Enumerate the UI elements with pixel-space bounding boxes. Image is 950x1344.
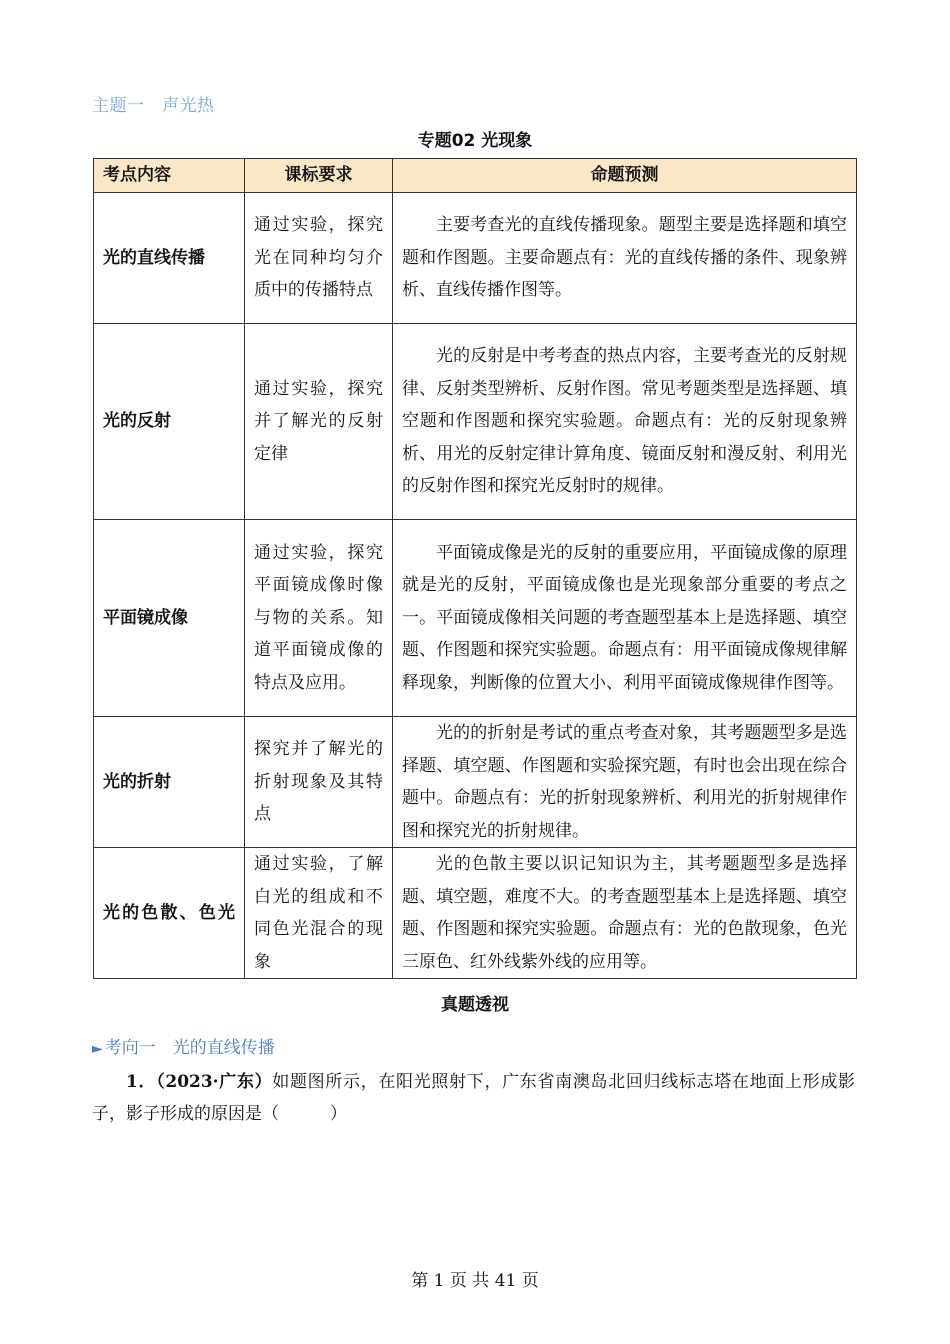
table-row (94, 324, 857, 520)
page-title: 专题02 光现象 (417, 131, 533, 151)
triangle-bullet-icon: ► (92, 1041, 103, 1057)
topic-cell: 光的折射 (94, 717, 245, 848)
page-footer: 第 1 页 共 41 页 (411, 1271, 539, 1291)
table-row (94, 717, 857, 848)
topic-cell: 光的直线传播 (94, 193, 245, 324)
topic-cell: 光的色散、色光 (94, 848, 245, 979)
question-source: （2023·广东） (156, 1072, 273, 1092)
requirement-cell: 探究并了解光的折射现象及其特点 (245, 717, 393, 848)
topic-cell: 光的反射 (94, 324, 245, 520)
section-title: 真题透视 (441, 995, 509, 1015)
requirement-cell: 通过实验，了解白光的组成和不同色光混合的现象 (245, 848, 393, 979)
requirement-cell: 通过实验，探究平面镜成像时像与物的关系。知道平面镜成像的特点及应用。 (245, 520, 393, 717)
question-number: 1． (126, 1072, 157, 1092)
prediction-cell: 平面镜成像是光的反射的重要应用，平面镜成像的原理就是光的反射，平面镜成像也是光现象部分重要的考点之一。平面镜成像相关问题的考查题型基本上是选择题、填空题、作图题和探究实验题。命题点有：用平面镜成像规律解释现象，判断像的位置大小、利用平面镜成像规律作图等。 (393, 520, 857, 717)
prediction-cell: 光的反射是中考考查的热点内容，主要考查光的反射规律、反射类型辨析、反射作图。常见考题类型是选择题、填空题和作图题和探究实验题。命题点有：光的反射现象辨析、用光的反射定律计算角度、镜面反射和漫反射、利用光的反射作图和探究光反射时的规律。 (393, 324, 857, 520)
exam-point-table (93, 158, 857, 979)
question-text: 如题图所示，在阳光照射下，广东省南澳岛北回归线标志塔在地面上形成影子，影子形成的原因是（ ） (92, 1072, 855, 1124)
table-header-row (94, 159, 857, 193)
exam-direction-heading (92, 1033, 275, 1058)
table-row (94, 848, 857, 979)
column-header-topic: 考点内容 (94, 159, 245, 193)
question-1 (92, 1066, 855, 1130)
table-row (94, 193, 857, 324)
exam-direction-label: 考向一 光的直线传播 (104, 1038, 275, 1058)
prediction-cell: 主要考查光的直线传播现象。题型主要是选择题和填空题和作图题。主要命题点有：光的直线传播的条件、现象辨析、直线传播作图等。 (393, 193, 857, 324)
requirement-cell: 通过实验，探究光在同种均匀介质中的传播特点 (245, 193, 393, 324)
topic-cell: 平面镜成像 (94, 520, 245, 717)
table-row (94, 520, 857, 717)
requirement-cell: 通过实验，探究并了解光的反射定律 (245, 324, 393, 520)
column-header-prediction: 命题预测 (393, 159, 857, 193)
prediction-cell: 光的色散主要以识记知识为主，其考题题型多是选择题、填空题，难度不大。的考查题型基本上是选择题、填空题、作图题和探究实验题。命题点有：光的色散现象，色光三原色、红外线紫外线的应用等。 (393, 848, 857, 979)
theme-label: 主题一 声光热 (92, 96, 215, 116)
prediction-cell: 光的的折射是考试的重点考查对象，其考题题型多是选择题、填空题、作图题和实验探究题，有时也会出现在综合题中。命题点有：光的折射现象辨析、利用光的折射规律作图和探究光的折射规律。 (393, 717, 857, 848)
column-header-requirement: 课标要求 (245, 159, 393, 193)
